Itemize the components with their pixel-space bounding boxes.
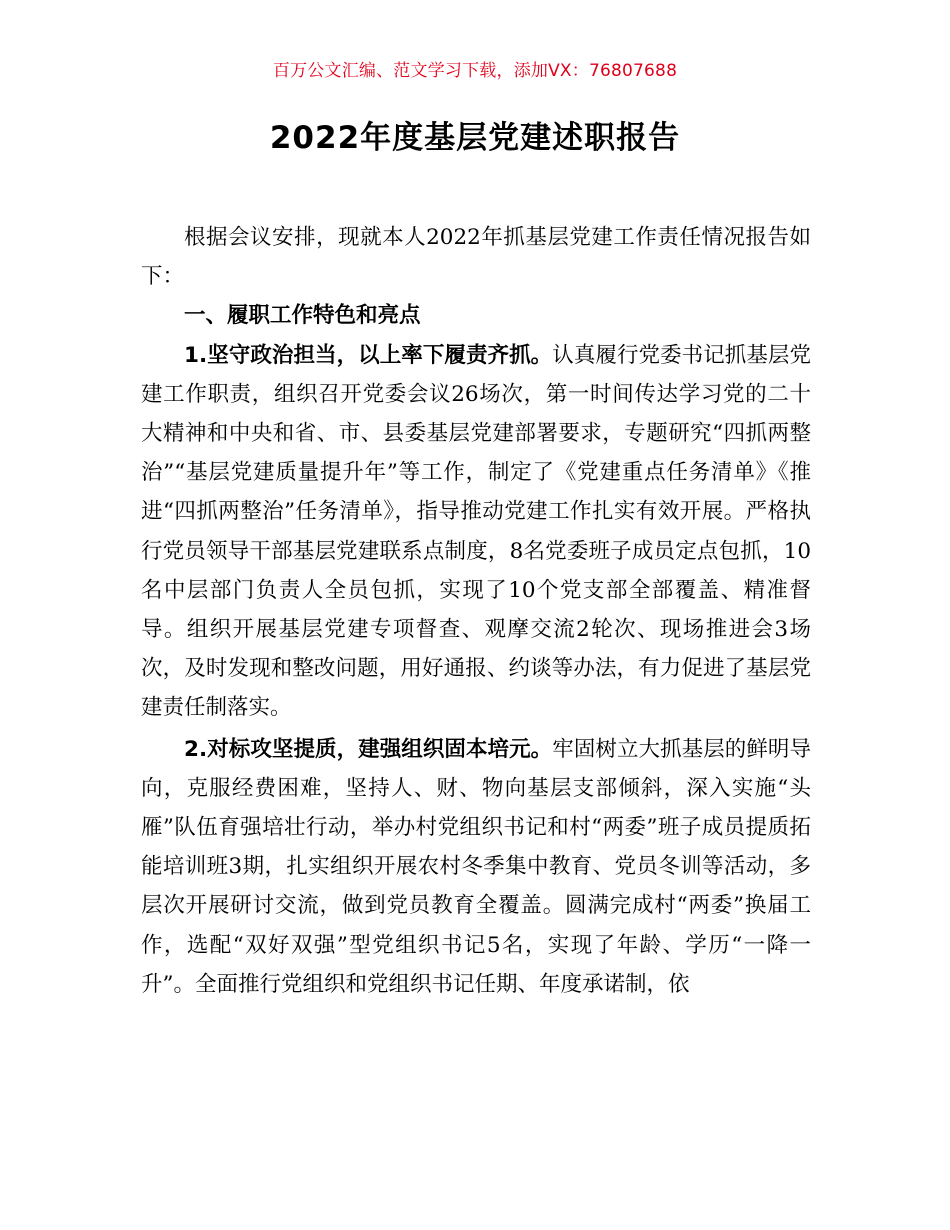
item-2-text: 牢固树立大抓基层的鲜明导向，克服经费困难，坚持人、财、物向基层支部倾斜，深入实施“头雁”队伍育强培壮行动，举办村党组织书记和村“两委”班子成员提质拓能培训班3期，扎实组织开展农村冬季集中教育、党员冬训等活动，多层次开展研讨交流，做到党员教育全覆盖。圆满完成村“两委”换届工作，选配“双好双强”型党组织书记5名，实现了年龄、学历“一降一升”。全面推行党组织和党组织书记任期、年度承诺制，依	[141, 736, 811, 997]
section-heading: 一、履职工作特色和亮点	[184, 303, 421, 329]
item-2-lead: 2.对标攻坚提质，建强组织固本培元。	[184, 736, 553, 762]
document-title: 2022年度基层党建述职报告	[269, 120, 681, 156]
paragraph-item-2	[141, 730, 811, 1004]
paragraph-item-1	[141, 336, 811, 728]
item-1-text: 认真履行党委书记抓基层党建工作职责，组织召开党委会议26场次，第一时间传达学习党的二十大精神和中央和省、市、县委基层党建部署要求，专题研究“四抓两整治”“基层党建质量提升年”等工作，制定了《党建重点任务清单》《推进“四抓两整治”任务清单》，指导推动党建工作扎实有效开展。严格执行党员领导干部基层党建联系点制度，8名党委班子成员定点包抓，10名中层部门负责人全员包抓，实现了10个党支部全部覆盖、精准督导。组织开展基层党建专项督查、观摩交流2轮次、现场推进会3场次，及时发现和整改问题，用好通报、约谈等办法，有力促进了基层党建责任制落实。	[141, 342, 811, 721]
item-1-lead: 1.坚守政治担当，以上率下履责齐抓。	[184, 342, 553, 368]
header-contact-note: 百万公文汇编、范文学习下载，添加VX：76807688	[272, 61, 678, 81]
document-body	[141, 218, 811, 1004]
intro-paragraph: 根据会议安排，现就本人2022年抓基层党建工作责任情况报告如下：	[141, 225, 811, 290]
